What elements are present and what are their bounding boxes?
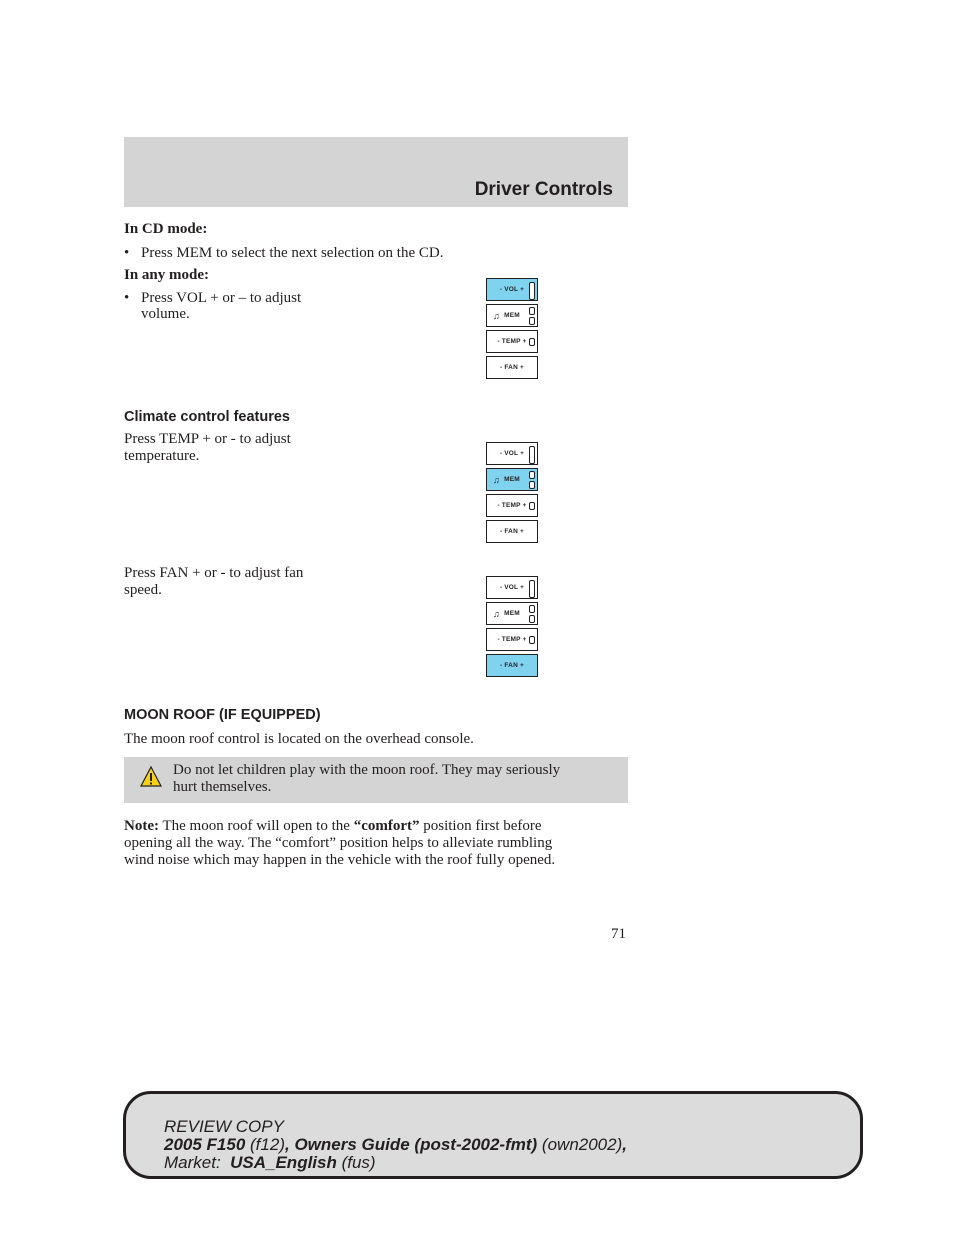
mem-button bbox=[486, 304, 538, 327]
temp-label: - TEMP + bbox=[497, 338, 527, 345]
temp-button bbox=[486, 494, 538, 517]
footer-guide: Owners Guide (post-2002-fmt) bbox=[294, 1135, 538, 1154]
footer-model: 2005 F150 bbox=[164, 1135, 246, 1154]
section-title: Driver Controls bbox=[474, 179, 613, 200]
review-footer bbox=[123, 1091, 863, 1179]
indicator-light bbox=[529, 282, 535, 300]
control-panel-mem-figure bbox=[486, 442, 542, 546]
moon-roof-heading: MOON ROOF (IF EQUIPPED) bbox=[124, 707, 321, 723]
cd-mode-bullet-text: Press MEM to select the next selection on the CD. bbox=[141, 245, 444, 261]
warning-text bbox=[173, 762, 618, 796]
indicator-light bbox=[529, 502, 535, 510]
fan-instruction-line2: speed. bbox=[124, 582, 162, 598]
footer-guide-code: (own2002) bbox=[537, 1135, 623, 1154]
bullet-dot: • bbox=[124, 290, 130, 306]
note-text-1: The moon roof will open to the bbox=[158, 818, 354, 834]
indicator-light bbox=[529, 481, 535, 489]
footer-model-code: (f12) bbox=[245, 1135, 285, 1154]
cd-mode-bullet bbox=[124, 245, 524, 262]
fan-label: - FAN + bbox=[500, 528, 524, 535]
temp-instruction-line1: Press TEMP + or - to adjust bbox=[124, 431, 291, 447]
temp-label: - TEMP + bbox=[497, 636, 527, 643]
warning-box bbox=[124, 757, 628, 803]
note-line2: opening all the way. The “comfort” position helps to alleviate rumbling bbox=[124, 835, 553, 851]
footer-market-label: Market: bbox=[164, 1153, 231, 1172]
vol-button bbox=[486, 576, 538, 599]
footer-market-code: (fus) bbox=[336, 1153, 376, 1172]
fan-button bbox=[486, 654, 538, 677]
fan-button bbox=[486, 520, 538, 543]
warning-line2: hurt themselves. bbox=[173, 779, 272, 795]
indicator-light bbox=[529, 605, 535, 613]
music-note-icon: ♫ bbox=[493, 475, 500, 485]
mem-label: MEM bbox=[504, 610, 520, 617]
indicator-light bbox=[529, 317, 535, 325]
note-text-2: position first before bbox=[419, 818, 542, 834]
indicator-light bbox=[529, 338, 535, 346]
fan-button bbox=[486, 356, 538, 379]
moon-roof-note bbox=[124, 818, 628, 869]
fan-instruction-line1: Press FAN + or - to adjust fan bbox=[124, 565, 304, 581]
vol-button bbox=[486, 442, 538, 465]
bullet-dot: • bbox=[124, 245, 130, 261]
warning-triangle-icon bbox=[140, 766, 162, 788]
music-note-icon: ♫ bbox=[493, 609, 500, 619]
note-label: Note: bbox=[124, 818, 159, 834]
footer-market: USA_English bbox=[230, 1153, 337, 1172]
vol-label: - VOL + bbox=[499, 450, 525, 457]
page-number: 71 bbox=[611, 926, 626, 942]
footer-text bbox=[164, 1118, 627, 1172]
fan-label: - FAN + bbox=[500, 662, 524, 669]
indicator-light bbox=[529, 615, 535, 623]
climate-heading: Climate control features bbox=[124, 409, 290, 425]
control-panel-vol-figure bbox=[486, 278, 542, 382]
temp-instruction-line2: temperature. bbox=[124, 448, 200, 464]
vol-button bbox=[486, 278, 538, 301]
note-comfort: “comfort” bbox=[353, 818, 420, 834]
temp-label: - TEMP + bbox=[497, 502, 527, 509]
music-note-icon: ♫ bbox=[493, 311, 500, 321]
footer-sep1: , bbox=[284, 1135, 295, 1154]
indicator-light bbox=[529, 471, 535, 479]
any-mode-bullet-line2: volume. bbox=[141, 306, 190, 322]
any-mode-bullet bbox=[124, 290, 374, 324]
cd-mode-heading: In CD mode: bbox=[124, 221, 208, 237]
warning-line1: Do not let children play with the moon roof. They may seriously bbox=[173, 762, 561, 778]
control-panel-fan-figure bbox=[486, 576, 542, 680]
moon-roof-intro: The moon roof control is located on the overhead console. bbox=[124, 731, 474, 747]
indicator-light bbox=[529, 446, 535, 464]
note-line3: wind noise which may happen in the vehicle with the roof fully opened. bbox=[124, 852, 556, 868]
vol-label: - VOL + bbox=[499, 286, 525, 293]
mem-button bbox=[486, 468, 538, 491]
indicator-light bbox=[529, 307, 535, 315]
mem-button bbox=[486, 602, 538, 625]
section-header-band bbox=[124, 137, 628, 207]
mem-label: MEM bbox=[504, 312, 520, 319]
any-mode-bullet-line1: Press VOL + or – to adjust bbox=[141, 290, 302, 306]
fan-label: - FAN + bbox=[500, 364, 524, 371]
review-copy-label: REVIEW COPY bbox=[164, 1117, 284, 1136]
any-mode-heading: In any mode: bbox=[124, 267, 210, 283]
footer-sep2: , bbox=[622, 1135, 627, 1154]
temp-button bbox=[486, 628, 538, 651]
indicator-light bbox=[529, 636, 535, 644]
indicator-light bbox=[529, 580, 535, 598]
temp-button bbox=[486, 330, 538, 353]
mem-label: MEM bbox=[504, 476, 520, 483]
vol-label: - VOL + bbox=[499, 584, 525, 591]
